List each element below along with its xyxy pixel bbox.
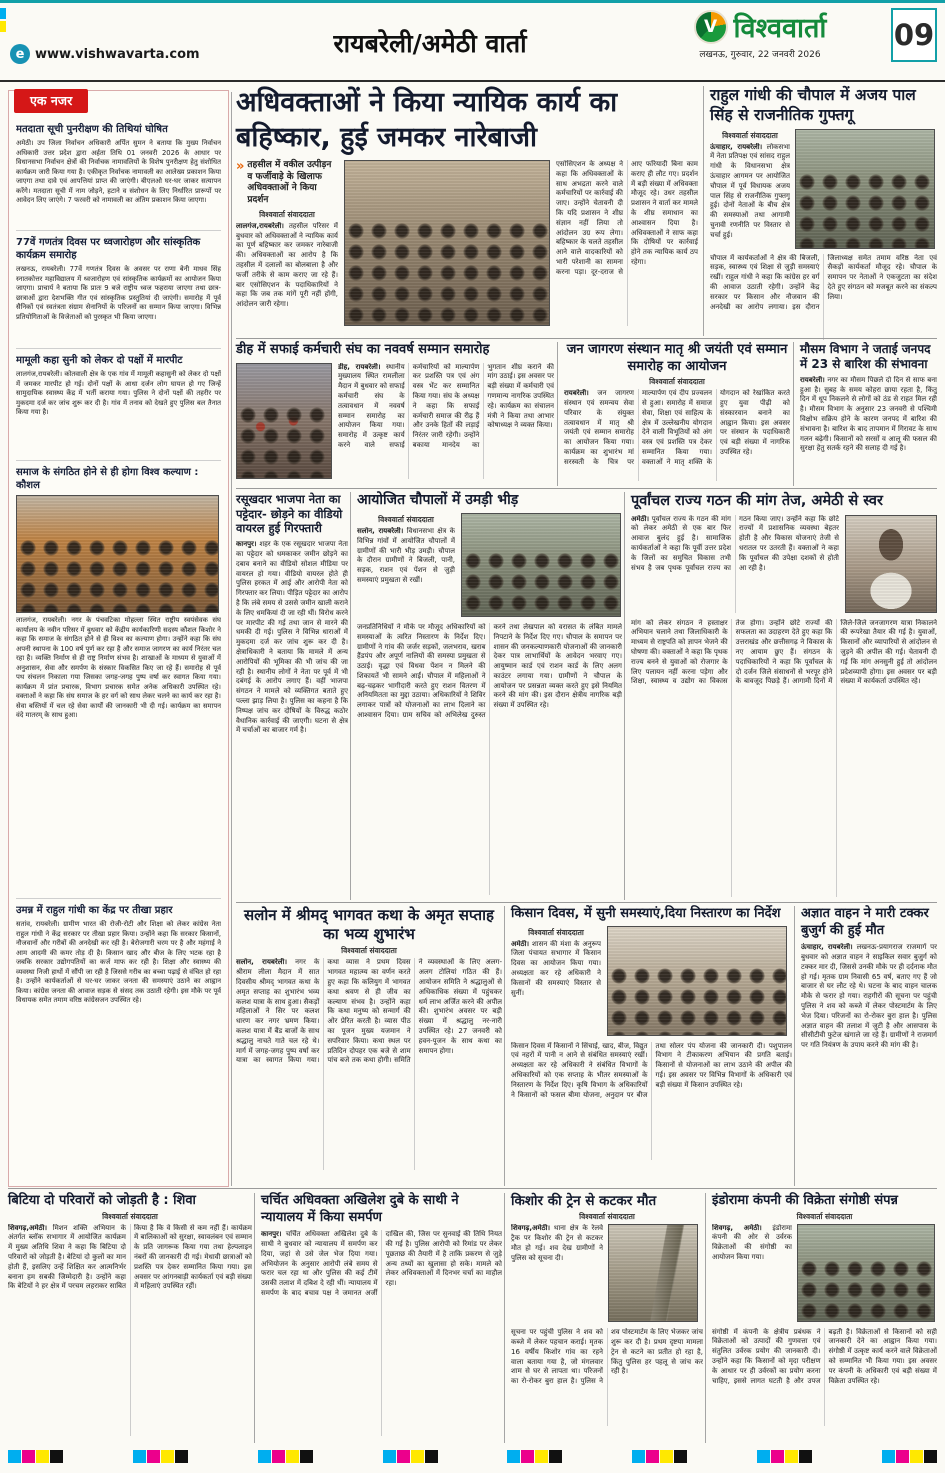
chaupal-byline: विश्ववार्ता संवाददाता	[378, 514, 434, 524]
weather-headline: मौसम विभाग ने जताई जनपद में 23 से बारिश की संभावना	[800, 342, 931, 372]
bhagwat-dateline: सलोन, रायबरेली।	[236, 958, 287, 967]
dih-body	[338, 363, 554, 479]
bhagwat-byline: विश्ववार्ता संवाददाता	[341, 946, 397, 956]
cyan-square	[882, 1450, 895, 1463]
advocates-protest-photo	[344, 160, 550, 326]
cmyk-group	[632, 1450, 687, 1463]
purvanchal-body-main-text: पूर्वांचल राज्य के गठन की मांग को लेकर अमेठी से एक बार फिर आवाज बुलंद हुई है। सामाजिक कार्यकर्ताओं ने कहा कि पूर्वी उत्तर प्रदेश के जिलों का समुचित विकास तभी संभव है जब पृथक पूर्वांचल राज्य का गठन किया जाए। उन्होंने कहा कि छोटे राज्यों में प्रशासनिक व्यवस्था बेहतर होती है और विकास योजनाएं तेजी से धरातल पर उतरती हैं। वक्ताओं ने कहा कि पूर्वांचल की उपेक्षा दशकों से होती आ रही है।	[631, 514, 839, 572]
chaupal-body-bottom: जनप्रतिनिधियों ने मौके पर मौजूद अधिकारियों को समस्याओं के त्वरित निस्तारण के निर्देश दिए। ग्रामीणों ने गांव की जर्जर सड़कों, जलभराव, खराब हैंडपंप और अपूर्ण नालियों की समस्या प्रमुखता से उठाई। वृद्धा एवं विधवा पेंशन न मिलने की शिकायतें भी सामने आईं। चौपाल में महिलाओं ने बढ़-चढ़कर भागीदारी करते हुए राशन वितरण में अनियमितता का मुद्दा उठाया। अधिकारियों ने शिविर लगाकर पात्रों को योजनाओं का लाभ दिलाने का आश्वासन दिया। ग्राम सचिव को अभिलेख दुरुस्त करने तथा लेखपाल को वरासत के लंबित मामले निपटाने के निर्देश दिए गए। चौपाल के समापन पर शासन की जनकल्याणकारी योजनाओं की जानकारी देकर पात्र लाभार्थियों के आवेदन भरवाए गए। आयुष्मान कार्ड एवं राशन कार्ड के लिए अलग काउंटर लगाया गया। ग्रामीणों ने चौपाल के आयोजन पर प्रसन्नता व्यक्त करते हुए इसे नियमित करने की मांग की। इस दौरान क्षेत्रीय नागरिक बड़ी संख्या में उपस्थित रहे।	[357, 622, 622, 720]
indorama-body-left: इंडोरामा कंपनी की ओर से उर्वरक विक्रेताओं की संगोष्ठी का आयोजन किया गया।	[712, 1223, 792, 1262]
cmyk-group	[507, 1450, 562, 1463]
cmyk-group	[133, 1450, 188, 1463]
article-jan-jagran	[557, 342, 790, 486]
surrender-headline: चर्चित अधिवक्ता अखिलेश दुबे के साथी ने न्यायालय में किया समर्पण	[261, 1193, 459, 1225]
indorama-headline: इंडोरामा कंपनी की विक्रेता संगोष्ठी संपन्न	[712, 1193, 898, 1208]
bjp-leader-headline: रसूखदार भाजपा नेता का पट्टेदार- छोड़ने का वीडियो वायरल हुई गिरफ्तारी	[236, 492, 343, 536]
chaupal-headline: आयोजित चौपालों में उमड़ी भीड़	[357, 492, 519, 508]
registration-marks	[0, 1447, 945, 1465]
ek-nazar-title: एक नजर	[14, 89, 88, 113]
article-bhagwat-katha	[236, 906, 502, 1186]
kisan-headline: किसान दिवस, में सुनी समस्याएं,दिया निस्तारण का निर्देश	[511, 906, 781, 921]
advocates-byline: विश्ववार्ता संवाददाता	[259, 209, 315, 219]
bjp-leader-dateline: कानपुर।	[236, 540, 257, 549]
train-death-left	[511, 1224, 603, 1322]
magenta-square	[771, 1450, 784, 1463]
article-purvanchal-demand	[624, 492, 937, 900]
article-weather	[793, 342, 937, 486]
ek-nazar-items	[9, 91, 228, 1183]
cyan-square	[8, 1450, 21, 1463]
yellow-square	[785, 1450, 798, 1463]
ek-nazar-headline: मतदाता सूची पुनरीक्षण की तिथियां घोषित	[16, 124, 168, 135]
site-logo-icon: e	[10, 44, 30, 64]
bitiya-body-text: मिशन शक्ति अभियान के अंतर्गत ब्लॉक सभागार में आयोजित कार्यक्रम में मुख्य अतिथि शिवा ने कहा कि बिटिया दो परिवारों को जोड़ती है। बेटियां दो कुलों का मान होती हैं, इसलिए उन्हें शिक्षित कर आत्मनिर्भर बनाना हम सबकी जिम्मेदारी है। उन्होंने कहा कि बेटियों ने हर क्षेत्र में परचम लहराकर साबित किया है कि वे किसी से कम नहीं हैं। कार्यक्रम में बालिकाओं को सुरक्षा, स्वावलंबन एवं सम्मान के प्रति जागरूक किया गया तथा हेल्पलाइन नंबरों की जानकारी दी गई। मेधावी छात्राओं को प्रशस्ति पत्र देकर सम्मानित किया गया। इस अवसर पर आंगनबाड़ी कार्यकर्ता एवं बड़ी संख्या में महिलाएं उपस्थित रहीं।	[8, 1223, 252, 1291]
bhagwat-body-text: नगर के श्रीराम लीला मैदान में सात दिवसीय श्रीमद् भागवत कथा के अमृत सप्ताह का शुभारंभ भव्य कलश यात्रा के साथ हुआ। सैकड़ों महिलाओं ने सिर पर कलश धारण कर नगर भ्रमण किया। कलश यात्रा में बैंड बाजों के साथ श्रद्धालु नाचते गाते चल रहे थे। मार्ग में जगह-जगह पुष्प वर्षा कर यात्रा का स्वागत किया गया। कथा व्यास ने प्रथम दिवस भागवत महात्म्य का वर्णन करते हुए कहा कि कलियुग में भागवत कथा श्रवण से ही जीव का कल्याण संभव है। उन्होंने कहा कि कथा मनुष्य को सन्मार्ग की ओर प्रेरित करती है। व्यास पीठ का पूजन मुख्य यजमान ने सपरिवार किया। कथा स्थल पर प्रतिदिन दोपहर एक बजे से शाम पांच बजे तक कथा होगी। समिति ने व्यवस्थाओं के लिए अलग-अलग टोलियां गठित की हैं। आयोजन समिति ने श्रद्धालुओं से अधिकाधिक संख्या में पहुंचकर धर्म लाभ अर्जित करने की अपील की। शुभारंभ अवसर पर बड़ी संख्या में श्रद्धालु नर-नारी उपस्थित रहे। 27 जनवरी को हवन-पूजन के साथ कथा का समापन होगा।	[236, 958, 502, 1065]
article-rahul-chaupal	[703, 86, 937, 336]
rahul-byline: विश्ववार्ता संवाददाता	[722, 130, 778, 140]
bitiya-body	[8, 1224, 252, 1436]
dih-headline: डीह में सफाई कर्मचारी संघ का नववर्ष सम्मान समारोह	[236, 342, 490, 357]
bitiya-headline: बिटिया दो परिवारों को जोड़ती है : शिवा	[8, 1193, 196, 1208]
train-death-headline: किशोर की ट्रेन से कटकर मौत	[511, 1193, 657, 1209]
page-section-title: रायबरेली/अमेठी वार्ता	[333, 29, 527, 58]
purvanchal-dateline: अमेठी।	[631, 514, 650, 523]
ek-nazar-body: अमेठी। उप जिला निर्वाचन अधिकारी अर्पित सुमन ने बताया कि मुख्य निर्वाचन अधिकारी उत्तर प्रदेश द्वारा अर्हता तिथि 01 जनवरी 2026 के आधार पर विधानसभा निर्वाचन क्षेत्रों की निर्वाचक नामावलियों के विशेष पुनरीक्षण हेतु संशोधित कार्यक्रम जारी किया गया है। एकीकृत निर्वाचक नामावली का आलेख्य प्रकाशन किया जाएगा तथा दावे एवं आपत्तियां प्राप्त की जाएंगी। बीएलओ घर-घर जाकर सत्यापन करेंगे। मतदाता सूची में नाम जोड़ने, हटाने व संशोधन के लिए निर्धारित प्रारूपों पर आवेदन लिए जाएंगे। 7 फरवरी को नामावली का अंतिम प्रकाशन किया जाएगा।	[16, 139, 221, 205]
cyan-square	[757, 1450, 770, 1463]
rail-divider	[231, 92, 232, 1186]
rahul-dateline: ऊंचाहार, रायबरेली।	[710, 142, 763, 151]
dih-samman-photo	[236, 363, 332, 479]
cyan-square	[133, 1450, 146, 1463]
hit-and-run-body	[801, 943, 937, 1177]
yellow-square	[660, 1450, 673, 1463]
train-death-body-left: थाना क्षेत्र के रेलवे ट्रैक पर किशोर की ट्रेन से कटकर मौत हो गई। शव देख ग्रामीणों ने पुलिस को सूचना दी।	[511, 1224, 603, 1262]
magenta-square	[147, 1450, 160, 1463]
kisan-dateline: अमेठी।	[511, 939, 530, 948]
cyan-square	[632, 1450, 645, 1463]
indorama-group-photo	[797, 1224, 935, 1322]
surrender-dateline: कानपुर।	[261, 1230, 282, 1239]
kicker-text: तहसील में वकील उत्पीड़न व फर्जीवाड़े के खिलाफ अधिवक्ताओं ने किया प्रदर्शन	[247, 160, 332, 206]
yellow-square	[535, 1450, 548, 1463]
hit-and-run-dateline: ऊंचाहार, रायबरेली।	[801, 943, 853, 952]
magenta-square	[272, 1450, 285, 1463]
cyan-square	[383, 1450, 396, 1463]
ek-nazar-headline: मामूली कहा सुनी को लेकर दो पक्षों में मारपीट	[16, 355, 183, 366]
advocates-left-column	[236, 160, 338, 328]
article-hit-and-run	[794, 906, 937, 1186]
magenta-square	[22, 1450, 35, 1463]
ek-nazar-item-republic-day	[16, 230, 221, 348]
black-square	[300, 1450, 313, 1463]
black-square	[50, 1450, 63, 1463]
article-dih-samman	[236, 342, 554, 486]
black-square	[799, 1450, 812, 1463]
ek-nazar-headline: समाज के संगठित होने से ही होगा विश्व कल्याण : कौशल	[16, 467, 199, 491]
yellow-square	[910, 1450, 923, 1463]
advocates-body-left	[236, 222, 338, 314]
cyan-square	[258, 1450, 271, 1463]
article-chaupal-crowd	[350, 492, 622, 900]
magenta-square	[521, 1450, 534, 1463]
black-square	[425, 1450, 438, 1463]
indorama-left	[712, 1224, 792, 1322]
cmyk-group	[882, 1450, 937, 1463]
purvanchal-speaker-photo	[845, 515, 937, 613]
article-kisan-diwas	[504, 906, 792, 1186]
cmyk-group	[258, 1450, 313, 1463]
ek-nazar-body: सतांव, रायबरेली। ग्रामीण भारत की रोजी-रोटी और शिक्षा को लेकर कांग्रेस नेता राहुल गांधी ने केंद्र सरकार पर तीखा प्रहार किया। उन्होंने कहा कि सरकार किसानों, नौजवानों और गरीबों की अनदेखी कर रही है। बेरोजगारी चरम पर है और महंगाई ने आम आदमी की कमर तोड़ दी है। किसान खाद और बीज के लिए भटक रहा है जबकि सरकार उद्योगपतियों का कर्ज माफ कर रही है। शिक्षा और स्वास्थ्य की व्यवस्था निजी हाथों में सौंपी जा रही है जिससे गरीब का बच्चा पढ़ाई से वंचित हो रहा है। उन्होंने कार्यकर्ताओं से घर-घर जाकर जनता की समस्याएं उठाने का आह्वान किया। कांग्रेस जनता की आवाज सड़क से संसद तक उठाती रहेगी। इस मौके पर पूर्व विधायक समेत तमाम वरिष्ठ कांग्रेसजन उपस्थित रहे।	[16, 920, 221, 1005]
bitiya-dateline: शिवगढ़,अमेठी।	[8, 1223, 48, 1232]
advocates-kicker	[236, 160, 338, 207]
hit-and-run-body-text: लखनऊ-प्रयागराज राजमार्ग पर बुधवार को अज्ञात वाहन ने साइकिल सवार बुजुर्ग को टक्कर मार दी, जिससे उनकी मौके पर ही दर्दनाक मौत हो गई। मृतक ग्राम निवासी 65 वर्ष, बताए गए हैं जो बाजार से घर लौट रहे थे। घटना के बाद वाहन चालक मौके से फरार हो गया। राहगीरों की सूचना पर पहुंची पुलिस ने शव को कब्जे में लेकर पोस्टमार्टम के लिए भेज दिया। परिजनों का रो-रोकर बुरा हाल है। पुलिस अज्ञात वाहन की तलाश में जुटी है और आसपास के सीसीटीवी फुटेज खंगाले जा रहे हैं। ग्रामीणों ने राजमार्ग पर गति नियंत्रण के उपाय करने की मांग की है।	[801, 943, 937, 1050]
railway-track-photo	[608, 1224, 698, 1322]
bjp-leader-body	[236, 540, 348, 878]
ek-nazar-column	[8, 90, 229, 1187]
black-square	[175, 1450, 188, 1463]
ek-nazar-item-rss	[16, 460, 221, 898]
band-divider	[8, 1188, 937, 1189]
yellow-square	[161, 1450, 174, 1463]
kisan-body-left: शासन की मंशा के अनुरूप जिला पंचायत सभागार में किसान दिवस का आयोजन किया गया। अध्यक्षता कर रहे अधिकारी ने किसानों की समस्याएं विस्तार से सुनीं।	[511, 939, 601, 997]
purvanchal-body-bottom: मांग को लेकर संगठन ने हस्ताक्षर अभियान चलाने तथा जिलाधिकारी के माध्यम से राष्ट्रपति को ज्ञापन भेजने की घोषणा की। वक्ताओं ने कहा कि पृथक राज्य बनने से युवाओं को रोजगार के लिए पलायन नहीं करना पड़ेगा और शिक्षा, स्वास्थ्य व उद्योग का विकास तेज होगा। उन्होंने छोटे राज्यों की सफलता का उदाहरण देते हुए कहा कि उत्तराखंड और छत्तीसगढ़ ने विकास के नए आयाम छुए हैं। संगठन के पदाधिकारियों ने कहा कि पूर्वांचल के दो दर्जन जिले संसाधनों से भरपूर होने के बावजूद पिछड़े हैं। आगामी दिनों में जिले-जिले जनजागरण यात्रा निकालने की रूपरेखा तैयार की गई है। युवाओं, किसानों और व्यापारियों से आंदोलन से जुड़ने की अपील की गई। चेतावनी दी गई कि मांग अनसुनी हुई तो आंदोलन प्रदेशव्यापी होगा। इस अवसर पर बड़ी संख्या में कार्यकर्ता उपस्थित रहे।	[631, 618, 937, 686]
chaupal-photo	[461, 513, 621, 617]
paper-name: विश्ववार्ता	[733, 13, 827, 44]
indorama-dateline: शिवगढ़, अमेठी।	[712, 1223, 762, 1232]
chaupal-body-left: विधानसभा क्षेत्र के विभिन्न गांवों में आयोजित चौपालों में ग्रामीणों की भारी भीड़ उमड़ी। चौपाल के दौरान ग्रामीणों ने बिजली, पानी, सड़क, राशन एवं पेंशन से जुड़ी समस्याएं प्रमुखता से रखीं।	[357, 526, 455, 584]
registration-chip-cyan	[0, 8, 6, 19]
jan-jagran-body-text: जन जागरण संस्थान एवं समन्वय सेवा परिवार के संयुक्त तत्वावधान में मातृ श्री जयंती एवं सम्मान समारोह का आयोजन किया गया। कार्यक्रम का शुभारंभ मां सरस्वती के चित्र पर माल्यार्पण एवं दीप प्रज्वलन से हुआ। समारोह में समाज सेवा, शिक्षा एवं साहित्य के क्षेत्र में उल्लेखनीय योगदान देने वाली विभूतियों को अंग वस्त्र एवं प्रशस्ति पत्र देकर सम्मानित किया गया। वक्ताओं ने मातृ शक्ति के योगदान को रेखांकित करते हुए युवा पीढ़ी को संस्कारवान बनाने का आह्वान किया। इस अवसर पर संस्थान के पदाधिकारी एवं बड़ी संख्या में नागरिक उपस्थित रहे।	[564, 389, 790, 466]
ek-nazar-item-scuffle	[16, 348, 221, 460]
cyan-square	[507, 1450, 520, 1463]
yellow-square	[286, 1450, 299, 1463]
yellow-square	[36, 1450, 49, 1463]
cmyk-group	[383, 1450, 438, 1463]
chaupal-dateline: सलोन, रायबरेली।	[357, 526, 404, 535]
advocates-body-left-text: तहसील परिसर में बुधवार को अधिवक्ताओं ने न्यायिक कार्य का पूर्ण बहिष्कार कर जमकर नारेबाजी की। अधिवक्ताओं का आरोप है कि तहसील में दलालों का बोलबाला है और फर्जी तरीके से काम कराए जा रहे हैं। बार एसोसिएशन के पदाधिकारियों ने कहा कि जब तक मांगें पूरी नहीं होंगी, आंदोलन जारी रहेगा।	[236, 221, 338, 309]
cmyk-group	[757, 1450, 812, 1463]
top-accent-line	[0, 0, 945, 3]
train-death-byline: विश्ववार्ता संवाददाता	[579, 1212, 635, 1222]
header-divider	[0, 80, 945, 82]
rahul-left-column	[710, 129, 790, 251]
advocates-headline: अधिवक्ताओं ने किया न्यायिक कार्य का बहिष्कार, हुई जमकर नारेबाजी	[236, 87, 618, 153]
site-logo	[10, 44, 200, 64]
article-advocate-surrender	[254, 1193, 502, 1443]
kisan-body-bottom: किसान दिवस में किसानों ने सिंचाई, खाद, बीज, विद्युत एवं नहरों में पानी न आने से संबंधित समस्याएं रखीं। अध्यक्षता कर रहे अधिकारी ने संबंधित विभागों के अधिकारियों को एक सप्ताह के भीतर समस्याओं के निस्तारण के निर्देश दिए। कृषि विभाग के अधिकारियों ने किसानों को फसल बीमा योजना, अनुदान पर बीज तथा सोलर पंप योजना की जानकारी दी। पशुपालन विभाग ने टीकाकरण अभियान की प्रगति बताई। किसानों से योजनाओं का लाभ उठाने की अपील की गई। इस अवसर पर विभिन्न विभागों के अधिकारी एवं बड़ी संख्या में किसान उपस्थित रहे।	[511, 1041, 792, 1099]
cmyk-group	[8, 1450, 63, 1463]
rahul-headline: राहुल गांधी की चौपाल में अजय पाल सिंह से राजनीतिक गुफ्तगू	[710, 86, 916, 124]
jan-jagran-headline: जन जागरण संस्थान मातृ श्री जयंती एवं सम्मान समारोह का आयोजन	[566, 342, 788, 374]
purvanchal-body-main	[631, 515, 839, 613]
bjp-leader-body-text: शहर के एक रसूखदार भाजपा नेता का पट्टेदार को धमकाकर जमीन छोड़ने का दबाव बनाने का वीडियो सोशल मीडिया पर वायरल हो गया। वीडियो वायरल होते ही पुलिस हरकत में आई और आरोपी नेता को गिरफ्तार कर लिया। पीड़ित पट्टेदार का आरोप है कि लंबे समय से उससे जमीन खाली कराने के लिए धमकियां दी जा रही थीं। विरोध करने पर मारपीट की गई तथा जान से मारने की धमकी दी गई। पुलिस ने विभिन्न धाराओं में मुकदमा दर्ज कर जांच शुरू कर दी है। क्षेत्राधिकारी ने बताया कि मामले में अन्य आरोपियों की भूमिका की भी जांच की जा रही है। स्थानीय लोगों ने नेता पर पूर्व में भी दबंगई के आरोप लगाए हैं। वहीं भाजपा संगठन ने मामले को व्यक्तिगत बताते हुए पल्ला झाड़ लिया है। पुलिस का कहना है कि निष्पक्ष जांच कर दोषियों के विरुद्ध कठोर वैधानिक कार्रवाई की जाएगी। घटना से क्षेत्र में चर्चाओं का बाजार गर्म है।	[236, 540, 348, 735]
kisan-diwas-photo	[607, 926, 787, 1036]
kisan-left-column	[511, 926, 601, 1038]
site-url: www.vishwavarta.com	[35, 46, 200, 62]
band-divider	[236, 488, 937, 489]
black-square	[924, 1450, 937, 1463]
bhagwat-headline: सलोन में श्रीमद् भागवत कथा के अमृत सप्ताह का भव्य शुभारंभ	[244, 906, 494, 944]
kisan-byline: विश्ववार्ता संवाददाता	[528, 927, 584, 937]
bitiya-byline: विश्ववार्ता संवाददाता	[102, 1211, 158, 1221]
indorama-body-bottom: संगोष्ठी में कंपनी के क्षेत्रीय प्रबंधक ने विक्रेताओं को उत्पादों की गुणवत्ता एवं संतुलित उर्वरक प्रयोग की जानकारी दी। उन्होंने कहा कि किसानों को मृदा परीक्षण के आधार पर ही उर्वरकों का प्रयोग करना चाहिए, इससे लागत घटती है और उपज बढ़ती है। विक्रेताओं से किसानों को सही जानकारी देने का आह्वान किया गया। संगोष्ठी में उत्कृष्ट कार्य करने वाले विक्रेताओं को सम्मानित भी किया गया। इस अवसर पर कंपनी के अधिकारी एवं बड़ी संख्या में विक्रेता उपस्थित रहे।	[712, 1327, 937, 1385]
ek-nazar-item-rahul-attack	[16, 898, 221, 1178]
page-number: 09	[891, 8, 937, 62]
surrender-body-text: चर्चित अधिवक्ता अखिलेश दुबे के साथी ने बुधवार को न्यायालय में समर्पण कर दिया, जहां से उसे जेल भेज दिया गया। अभियोजन के अनुसार आरोपी लंबे समय से फरार चल रहा था और पुलिस की कई टीमें उसकी तलाश में दबिश दे रही थीं। न्यायालय में समर्पण के बाद बचाव पक्ष ने जमानत अर्जी दाखिल की, जिस पर सुनवाई की तिथि नियत की गई है। पुलिस आरोपी को रिमांड पर लेकर पूछताछ की तैयारी में है ताकि प्रकरण से जुड़े अन्य तथ्यों का खुलासा हो सके। मामले को लेकर अधिवक्ताओं में दिनभर चर्चा का माहौल रहा।	[261, 1230, 502, 1298]
dih-body-text: स्थानीय मुख्यालय स्थित रामलीला मैदान में बुधवार को सफाई कर्मचारी संघ के तत्वावधान में नववर्ष सम्मान समारोह का आयोजन किया गया। समारोह में उत्कृष्ट कार्य करने वाले सफाई कर्मचारियों को माल्यार्पण कर प्रशस्ति पत्र एवं अंग वस्त्र भेंट कर सम्मानित किया गया। संघ के अध्यक्ष ने कहा कि सफाई कर्मचारी समाज की रीढ़ हैं और उनके हितों की लड़ाई निरंतर जारी रहेगी। उन्होंने बकाया मानदेय का भुगतान शीघ्र कराने की मांग उठाई। इस अवसर पर बड़ी संख्या में कर्मचारी एवं गणमान्य नागरिक उपस्थित रहे। कार्यक्रम का संचालन मंत्री ने किया तथा आभार कोषाध्यक्ष ने व्यक्त किया।	[338, 362, 554, 449]
article-indorama	[705, 1193, 937, 1443]
edition-line: लखनऊ, गुरुवार, 22 जनवरी 2026	[699, 50, 821, 60]
kicker-arrow-icon: »	[236, 159, 245, 175]
masthead	[636, 8, 884, 60]
weather-body	[800, 376, 937, 468]
magenta-square	[896, 1450, 909, 1463]
bhagwat-body	[236, 958, 502, 1170]
article-bjp-leader-arrest	[236, 492, 348, 900]
band-divider	[236, 902, 937, 903]
train-death-body-bottom: सूचना पर पहुंची पुलिस ने शव को कब्जे में लेकर पहचान कराई। मृतक 16 वर्षीय किशोर गांव का रहने वाला बताया गया है, जो मंगलवार शाम से घर से लापता था। परिजनों का रो-रोकर बुरा हाल है। पुलिस ने शव पोस्टमार्टम के लिए भेजकर जांच शुरू कर दी है। प्रथम दृष्टया मामला ट्रेन से कटने का प्रतीत हो रहा है, किंतु पुलिस हर पहलू से जांच कर रही है।	[511, 1328, 703, 1386]
rss-gathering-photo	[16, 495, 219, 613]
indorama-byline: विश्ववार्ता संवाददाता	[796, 1211, 853, 1221]
paper-logo-icon: V	[694, 10, 728, 44]
surrender-body	[261, 1230, 502, 1436]
ek-nazar-headline: 77वें गणतंत्र दिवस पर ध्वजारोहण और सांस्कृतिक कार्यक्रम समारोह	[16, 237, 201, 261]
advocates-body-right: एसोसिएशन के अध्यक्ष ने कहा कि अधिवक्ताओं के साथ अभद्रता करने वाले कर्मचारियों पर कार्रवाई की जाए। उन्होंने चेतावनी दी कि यदि प्रशासन ने शीघ्र संज्ञान नहीं लिया तो आंदोलन उग्र रूप लेगा। बहिष्कार के चलते तहसील आने वाले वादकारियों को भारी परेशानी का सामना करना पड़ा। दूर-दराज से आए फरियादी बिना काम कराए ही लौट गए। प्रदर्शन में बड़ी संख्या में अधिवक्ता मौजूद रहे। उधर तहसील प्रशासन ने वार्ता कर मामले के शीघ्र समाधान का आश्वासन दिया है। अधिवक्ताओं ने साफ कहा कि दोषियों पर कार्रवाई होने तक न्यायिक कार्य ठप रहेगा।	[556, 160, 698, 276]
jan-jagran-dateline: रायबरेली।	[564, 389, 589, 398]
ek-nazar-body: लालगंज, रायबरेली। नगर के पंचवटिका मोहल्ला स्थित राष्ट्रीय स्वयंसेवक संघ कार्यालय के नवीन परिसर में बुधवार को केंद्रीय कार्यकारिणी सदस्य कौशल किशोर ने कहा कि समाज के संगठित होने से ही विश्व का कल्याण होगा। उन्होंने कहा कि संघ अपनी स्थापना के 100 वर्ष पूर्ण कर रहा है और समाज जागरण का कार्य निरंतर चल रहा है। व्यक्ति निर्माण से ही राष्ट्र निर्माण संभव है। शाखाओं के माध्यम से युवाओं में अनुशासन, सेवा और समर्पण के संस्कार विकसित किए जा रहे हैं। समारोह से पूर्व पथ संचलन निकाला गया जिसका जगह-जगह पुष्प वर्षा कर स्वागत किया गया। कार्यक्रम में प्रांत प्रचारक, विभाग प्रचारक समेत अनेक अधिकारी उपस्थित रहे। वक्ताओं ने कहा कि संघ समाज के हर वर्ग को साथ लेकर चलने का कार्य कर रहा है। सेवा बस्तियों में चल रहे सेवा कार्यों की जानकारी भी दी गई। कार्यक्रम का समापन वंदे मातरम् के साथ हुआ।	[16, 616, 221, 720]
registration-chip-yellow	[0, 21, 6, 32]
ek-nazar-headline: उमन्न में राहुल गांधी का केंद्र पर तीखा प्रहार	[16, 905, 173, 916]
purvanchal-headline: पूर्वांचल राज्य गठन की मांग तेज, अमेठी से स्वर	[631, 493, 883, 509]
black-square	[549, 1450, 562, 1463]
advocates-dateline: लालगंज,रायबरेली।	[236, 221, 284, 230]
magenta-square	[397, 1450, 410, 1463]
article-advocates-strike	[236, 86, 698, 336]
jan-jagran-body	[564, 389, 790, 481]
article-train-death	[504, 1193, 703, 1443]
rahul-body-bottom: चौपाल में कार्यकर्ताओं ने क्षेत्र की बिजली, सड़क, स्वास्थ्य एवं शिक्षा से जुड़ी समस्याएं रखीं। राहुल गांधी ने कहा कि कांग्रेस हर वर्ग की आवाज उठाती रहेगी। उन्होंने केंद्र सरकार पर किसान और नौजवान की अनदेखी का आरोप लगाया। इस दौरान जिलाध्यक्ष समेत तमाम वरिष्ठ नेता एवं सैकड़ों कार्यकर्ता मौजूद रहे। चौपाल के समापन पर नेताओं ने एकजुटता का संदेश देते हुए संगठन को मजबूत करने का संकल्प लिया।	[710, 253, 937, 311]
band-divider	[236, 338, 937, 339]
magenta-square	[646, 1450, 659, 1463]
jan-jagran-byline: विश्ववार्ता संवाददाता	[649, 377, 705, 387]
black-square	[674, 1450, 687, 1463]
hit-and-run-headline: अज्ञात वाहन ने मारी टक्कर बुजुर्ग की हुई मौत	[801, 906, 929, 938]
train-death-dateline: शिवगढ़,अमेठी।	[511, 1224, 551, 1233]
rahul-body-left: लोकसभा में नेता प्रतिपक्ष एवं सांसद राहुल गांधी के विधानसभा क्षेत्र ऊंचाहार आगमन पर आयोजित चौपाल में पूर्व विधायक अजय पाल सिंह से राजनीतिक गुफ्तगू हुई। दोनों नेताओं के बीच क्षेत्र की समस्याओं तथा आगामी चुनावी रणनीति पर विस्तार से चर्चा हुई।	[710, 142, 790, 239]
rahul-chaupal-photo	[795, 129, 935, 249]
ek-nazar-item-voters	[16, 118, 221, 230]
weather-dateline: रायबरेली।	[800, 375, 825, 384]
weather-body-text: नगर का मौसम पिछले दो दिन से साफ बना हुआ है। सुबह के समय कोहरा छाया रहता है, किंतु दिन में धूप निकलने से लोगों को ठंड से राहत मिल रही है। मौसम विभाग के अनुसार 23 जनवरी से पश्चिमी विक्षोभ सक्रिय होने के कारण जनपद में बारिश की संभावना है। बारिश के बाद तापमान में गिरावट के साथ गलन बढ़ेगी। किसानों को सरसों व आलू की फसल की सुरक्षा हेतु सतर्क रहने की सलाह दी गई है।	[800, 375, 937, 453]
yellow-square	[411, 1450, 424, 1463]
ek-nazar-body: लखनऊ, रायबरेली। 77वें गणतंत्र दिवस के अवसर पर राणा बेनी माधव सिंह स्नातकोत्तर महाविद्यालय में ध्वजारोहण एवं सांस्कृतिक कार्यक्रमों का आयोजन किया जाएगा। प्राचार्य ने बताया कि प्रातः 9 बजे राष्ट्रीय ध्वज फहराया जाएगा तथा छात्र-छात्राओं द्वारा देशभक्ति गीत एवं सांस्कृतिक प्रस्तुतियां दी जाएंगी। समारोह में पूर्व सैनिकों एवं स्वतंत्रता संग्राम सेनानियों के परिजनों का सम्मान किया जाएगा। विभिन्न प्रतियोगिताओं के विजेताओं को पुरस्कृत भी किया जाएगा।	[16, 265, 221, 321]
article-bitiya	[8, 1193, 252, 1443]
dih-dateline: डीह, रायबरेली।	[338, 362, 381, 371]
ek-nazar-body: लालगंज,रायबरेली। कोतवाली क्षेत्र के एक गांव में मामूली कहासुनी को लेकर दो पक्षों में जमकर मारपीट हो गई। दोनों पक्षों के आधा दर्जन लोग घायल हो गए जिन्हें सामुदायिक स्वास्थ्य केंद्र में भर्ती कराया गया। पुलिस ने दोनों पक्षों की तहरीर पर मुकदमा दर्ज कर जांच शुरू कर दी है। गांव में तनाव को देखते हुए पुलिस बल तैनात किया गया है।	[16, 370, 221, 417]
chaupal-left-column	[357, 513, 455, 619]
